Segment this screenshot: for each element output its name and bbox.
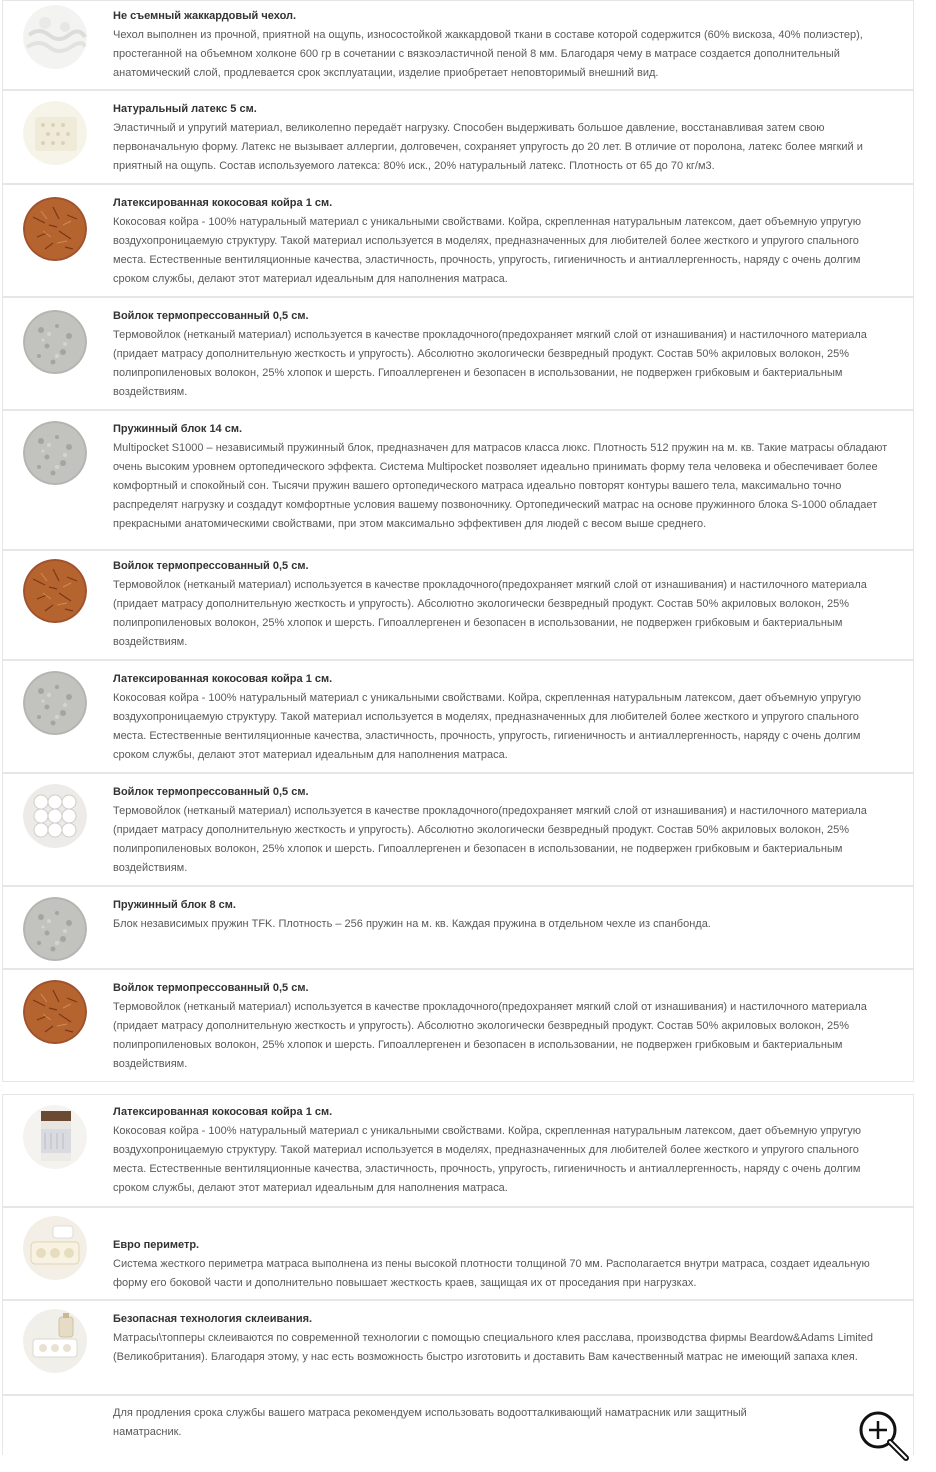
list-item bbox=[2, 0, 914, 90]
item-title: Войлок термопрессованный 0,5 см. bbox=[113, 982, 309, 994]
zoom-in-icon[interactable] bbox=[856, 1408, 912, 1464]
spring-block-icon bbox=[23, 784, 87, 848]
glue-technology-icon bbox=[23, 1309, 87, 1373]
jacquard-cover-icon bbox=[23, 5, 87, 69]
item-title: Латексированная кокосовая койра 1 см. bbox=[113, 1106, 333, 1118]
felt-icon bbox=[23, 421, 87, 485]
item-description: Термовойлок (нетканый материал) используется в качестве прокладочного(предохраняет мягкий слой от изнашивания) и настилочного материала (придает матрасу дополнительную жесткость и упругость). Абсолютно экологически безвредный продукт. Состав 50% акриловых волокон, 25% полипропиленовых волокон, 25% хлопок и шерсть. Гипоаллергенен и безопасен в использовании, не подвержен грибковым и бактериальным воздействиям. bbox=[113, 579, 867, 648]
felt-icon bbox=[23, 310, 87, 374]
care-recommendation bbox=[2, 1395, 914, 1455]
felt-icon bbox=[23, 897, 87, 961]
list-item bbox=[2, 410, 914, 550]
list-item bbox=[2, 90, 914, 184]
item-title: Безопасная технология склеивания. bbox=[113, 1313, 313, 1325]
item-description: Кокосовая койра - 100% натуральный материал с уникальными свойствами. Койра, скрепленная натуральным латексом, дает объемную упругую воздухопроницаемую структуру. Такой материал используется в моделях, предназначенных для любителей более жесткого и упругого спального места. Естественные вентиляционные качества, эластичность, прочность, упругость, гигиеничность и антиаллергенность, наряду с очень долгим сроком службы, делают этот материал идеальным для наполнения матраса. bbox=[113, 216, 862, 285]
list-item bbox=[2, 660, 914, 773]
item-description: Термовойлок (нетканый материал) используется в качестве прокладочного(предохраняет мягкий слой от изнашивания) и настилочного материала (придает матрасу дополнительную жесткость и упругость). Абсолютно экологически безвредный продукт. Состав 50% акриловых волокон, 25% полипропиленовых волокон, 25% хлопок и шерсть. Гипоаллергенен и безопасен в использовании, не подвержен грибковым и бактериальным воздействиям. bbox=[113, 805, 867, 874]
item-title: Латексированная кокосовая койра 1 см. bbox=[113, 197, 333, 209]
list-item bbox=[2, 886, 914, 969]
item-description: Кокосовая койра - 100% натуральный материал с уникальными свойствами. Койра, скрепленная натуральным латексом, дает объемную упругую воздухопроницаемую структуру. Такой материал используется в моделях, предназначенных для любителей более жесткого и упругого спального места. Естественные вентиляционные качества, эластичность, прочность, упругость, гигиеничность и антиаллергенность, наряду с очень долгим сроком службы, делают этот материал идеальным для наполнения матраса. bbox=[113, 692, 862, 761]
latex-icon bbox=[23, 101, 87, 165]
item-description: Блок независимых пружин TFK. Плотность – 256 пружин на м. кв. Каждая пружина в отдельном чехле из спанбонда. bbox=[113, 918, 711, 930]
item-description: Multipocket S1000 – независимый пружинный блок, предназначен для матрасов класса люкс. Плотность 512 пружин на м. кв. Такие матрасы обладают очень высоким уровнем ортопедического эффекта. Система Multipocket позволяет идеально принимать форму тела человека и обеспечивает более комфортный и спокойный сон. Тысячи пружин вашего ортопедического матраса идеально повторят контуры вашего тела, максимально точно распределят нагрузку и создадут комфортные условия вашему позвоночнику. Ортопедический матрас на основе пружинного блока S-1000 обладает прекрасными анатомическими свойствами, при этом максимально эффективен для людей с весом выше среднего. bbox=[113, 442, 888, 530]
item-description: Термовойлок (нетканый материал) используется в качестве прокладочного(предохраняет мягкий слой от изнашивания) и настилочного материала (придает матрасу дополнительную жесткость и упругость). Абсолютно экологически безвредный продукт. Состав 50% акриловых волокон, 25% полипропиленовых волокон, 25% хлопок и шерсть. Гипоаллергенен и безопасен в использовании, не подвержен грибковым и бактериальным воздействиям. bbox=[113, 329, 867, 398]
felt-icon bbox=[23, 671, 87, 735]
coconut-coir-icon bbox=[23, 980, 87, 1044]
list-item bbox=[2, 184, 914, 297]
item-title: Пружинный блок 14 см. bbox=[113, 423, 243, 435]
list-item bbox=[2, 1207, 914, 1300]
list-item bbox=[2, 297, 914, 410]
list-item bbox=[2, 550, 914, 660]
coconut-coir-icon bbox=[23, 559, 87, 623]
layer-sample-icon bbox=[23, 1105, 87, 1169]
list-item bbox=[2, 773, 914, 886]
list-item bbox=[2, 1094, 914, 1207]
item-title: Пружинный блок 8 см. bbox=[113, 899, 236, 911]
item-title: Не съемный жаккардовый чехол. bbox=[113, 10, 297, 22]
item-description: Эластичный и упругий материал, великолепно передаёт нагрузку. Способен выдерживать большое давление, восстанавливая затем свою первоначальную форму. Латекс не вызывает аллергии, долговечен, сохраняет упругость до 20 лет. В отличие от поролона, латекс более мягкий и приятный на ощупь. Состав используемого латекса: 80% иск., 20% натуральный латекс. Плотность от 65 до 70 кг/м3. bbox=[113, 122, 863, 172]
recommendation-text: Для продления срока службы вашего матраса рекомендуем использовать водоотталкивающий наматрасник или защитный наматрасник. bbox=[113, 1407, 747, 1438]
list-item bbox=[2, 969, 914, 1082]
item-title: Войлок термопрессованный 0,5 см. bbox=[113, 786, 309, 798]
euro-perimeter-icon bbox=[23, 1216, 87, 1280]
coconut-coir-icon bbox=[23, 197, 87, 261]
item-title: Войлок термопрессованный 0,5 см. bbox=[113, 310, 309, 322]
list-item bbox=[2, 1300, 914, 1395]
item-description: Кокосовая койра - 100% натуральный материал с уникальными свойствами. Койра, скрепленная натуральным латексом, дает объемную упругую воздухопроницаемую структуру. Такой материал используется в моделях, предназначенных для любителей более жесткого и упругого спального места. Естественные вентиляционные качества, эластичность, прочность, упругость, гигиеничность и антиаллергенность, наряду с очень долгим сроком службы, делают этот материал идеальным для наполнения матраса. bbox=[113, 1125, 862, 1194]
item-description: Матрасы\топперы склеиваются по современной технологии с помощью специального клея расслава, производства фирмы Beardow&Adams Limited (Великобритания). Благодаря этому, у нас есть возможность быстро изготовить и доставить Вам качественный матрас не имеющий запаха клея. bbox=[113, 1332, 873, 1363]
item-title: Войлок термопрессованный 0,5 см. bbox=[113, 560, 309, 572]
item-description: Термовойлок (нетканый материал) используется в качестве прокладочного(предохраняет мягкий слой от изнашивания) и настилочного материала (придает матрасу дополнительную жесткость и упругость). Абсолютно экологически безвредный продукт. Состав 50% акриловых волокон, 25% полипропиленовых волокон, 25% хлопок и шерсть. Гипоаллергенен и безопасен в использовании, не подвержен грибковым и бактериальным воздействиям. bbox=[113, 1001, 867, 1070]
item-description: Чехол выполнен из прочной, приятной на ощупь, износостойкой жаккардовой ткани в составе которой содержится (60% вискоза, 40% полиэстер), простеганной на объемном холконе 600 гр в сочетании с вязкоэластичной пеной 8 мм. Благодаря чему в матрасе создается дополнительный анатомический слой, продлевается срок эксплуатации, изделие приобретает неповторимый внешний вид. bbox=[113, 29, 863, 79]
item-description: Система жесткого периметра матраса выполнена из пены высокой плотности толщиной 70 мм. Располагается внутри матраса, создает идеальную форму его боковой части и дополнительно повышает жесткость краев, защищая их от проседания при нагрузках. bbox=[113, 1258, 870, 1289]
item-title: Натуральный латекс 5 см. bbox=[113, 103, 257, 115]
item-title: Евро периметр. bbox=[113, 1239, 200, 1251]
item-title: Латексированная кокосовая койра 1 см. bbox=[113, 673, 333, 685]
